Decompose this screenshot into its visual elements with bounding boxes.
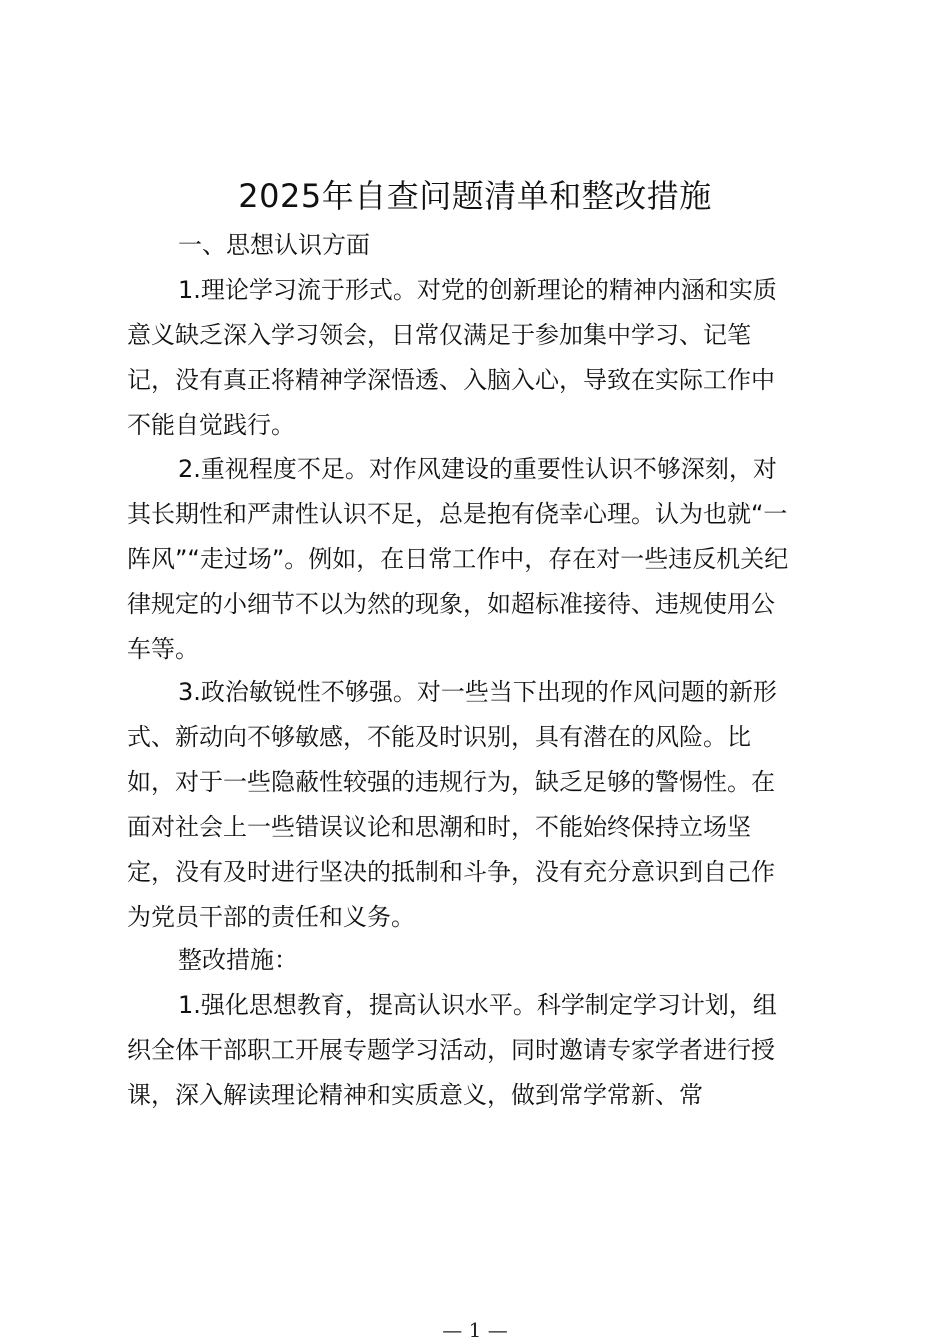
paragraph-line: 其长期性和严肃性认识不足，总是抱有侥幸心理。认为也就“一 (127, 500, 788, 528)
paragraph-line: 记，没有真正将精神学深悟透、入脑入心，导致在实际工作中 (127, 366, 775, 394)
measures-heading: 整改措施： (178, 946, 298, 974)
paragraph-line: 2.重视程度不足。对作风建设的重要性认识不够深刻，对 (178, 455, 777, 483)
paragraph-line: 为党员干部的责任和义务。 (127, 903, 415, 931)
paragraph-line: 定，没有及时进行坚决的抵制和斗争，没有充分意识到自己作 (127, 858, 775, 886)
paragraph-line: 式、新动向不够敏感，不能及时识别，具有潜在的风险。比 (127, 723, 751, 751)
measure-paragraph-1 (127, 983, 837, 1118)
paragraph-line: 意义缺乏深入学习领会，日常仅满足于参加集中学习、记笔 (127, 321, 751, 349)
paragraph-line: 1.理论学习流于形式。对党的创新理论的精神内涵和实质 (178, 276, 777, 304)
document-title: 2025年自查问题清单和整改措施 (238, 177, 712, 215)
paragraph-line: 面对社会上一些错误议论和思潮和时，不能始终保持立场坚 (127, 813, 751, 841)
paragraph-line: 不能自觉践行。 (127, 411, 295, 439)
problem-paragraph-3 (127, 670, 837, 940)
paragraph-line: 阵风”“走过场”。例如，在日常工作中，存在对一些违反机关纪 (127, 545, 789, 573)
paragraph-line: 织全体干部职工开展专题学习活动，同时邀请专家学者进行授 (127, 1036, 775, 1064)
paragraph-line: 律规定的小细节不以为然的现象，如超标准接待、违规使用公 (127, 590, 775, 618)
paragraph-line: 车等。 (127, 635, 199, 663)
paragraph-line: 3.政治敏锐性不够强。对一些当下出现的作风问题的新形 (178, 678, 777, 706)
paragraph-line: 如，对于一些隐蔽性较强的违规行为，缺乏足够的警惕性。在 (127, 768, 775, 796)
paragraph-line: 课，深入解读理论精神和实质意义，做到常学常新、常 (127, 1081, 703, 1109)
section-heading: 一、思想认识方面 (178, 231, 370, 259)
problem-paragraph-1 (127, 268, 837, 448)
paragraph-line: 1.强化思想教育，提高认识水平。科学制定学习计划，组 (178, 991, 777, 1019)
problem-paragraph-2 (127, 447, 837, 672)
page-number: — 1 — (442, 1318, 508, 1342)
